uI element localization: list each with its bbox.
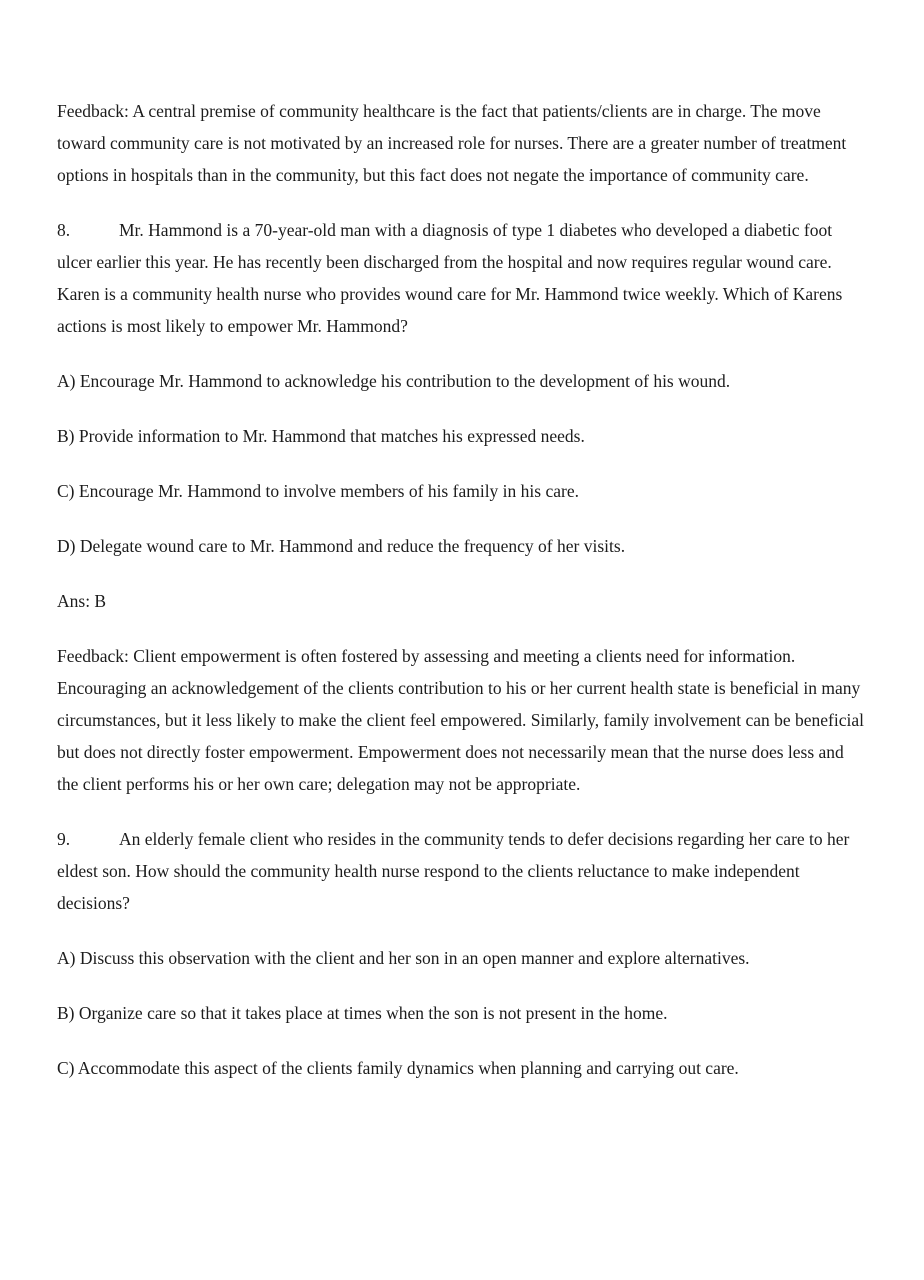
question-8-option-d: D) Delegate wound care to Mr. Hammond and reduce the frequency of her visits. <box>57 536 626 556</box>
document-text-column <box>57 95 867 1107</box>
question-8-option-c: C) Encourage Mr. Hammond to involve members of his family in his care. <box>57 481 579 501</box>
question-8-answer-line: Ans: B <box>57 591 107 611</box>
question-9-text: An elderly female client who resides in the community tends to defer decisions regarding her care to her eldest son. How should the community health nurse respond to the clients reluctance to make independent decisions? <box>57 829 850 913</box>
question-8-text: Mr. Hammond is a 70-year-old man with a diagnosis of type 1 diabetes who developed a diabetic foot ulcer earlier this year. He has recently been discharged from the hospital and now requires regular wound care. Karen is a community health nurse who provides wound care for Mr. Hammond twice weekly. Which of Karens actions is most likely to empower Mr. Hammond? <box>57 220 843 336</box>
question-9-number: 9. <box>57 829 71 849</box>
question-9-option-a: A) Discuss this observation with the client and her son in an open manner and explore alternatives. <box>57 948 750 968</box>
question-9-option-c: C) Accommodate this aspect of the clients family dynamics when planning and carrying out care. <box>57 1058 739 1078</box>
question-8-option-b: B) Provide information to Mr. Hammond that matches his expressed needs. <box>57 426 585 446</box>
feedback-paragraph: Feedback: Client empowerment is often fostered by assessing and meeting a clients need for information. Encouraging an acknowledgement of the clients contribution to his or her current health state is beneficial in many circumstances, but it less likely to make the client feel empowered. Similarly, family involvement can be beneficial but does not directly foster empowerment. Empowerment does not necessarily mean that the nurse does less and the client performs his or her own care; delegation may not be appropriate. <box>57 646 864 794</box>
question-8-option-a: A) Encourage Mr. Hammond to acknowledge his contribution to the development of his wound. <box>57 371 731 391</box>
feedback-paragraph: Feedback: A central premise of community healthcare is the fact that patients/clients are in charge. The move toward community care is not motivated by an increased role for nurses. There are a greater number of treatment options in hospitals than in the community, but this fact does not negate the importance of community care. <box>57 101 847 185</box>
question-9-option-b: B) Organize care so that it takes place at times when the son is not present in the home. <box>57 1003 668 1023</box>
question-8 <box>57 214 867 342</box>
question-8-number: 8. <box>57 220 71 240</box>
question-9 <box>57 823 867 919</box>
